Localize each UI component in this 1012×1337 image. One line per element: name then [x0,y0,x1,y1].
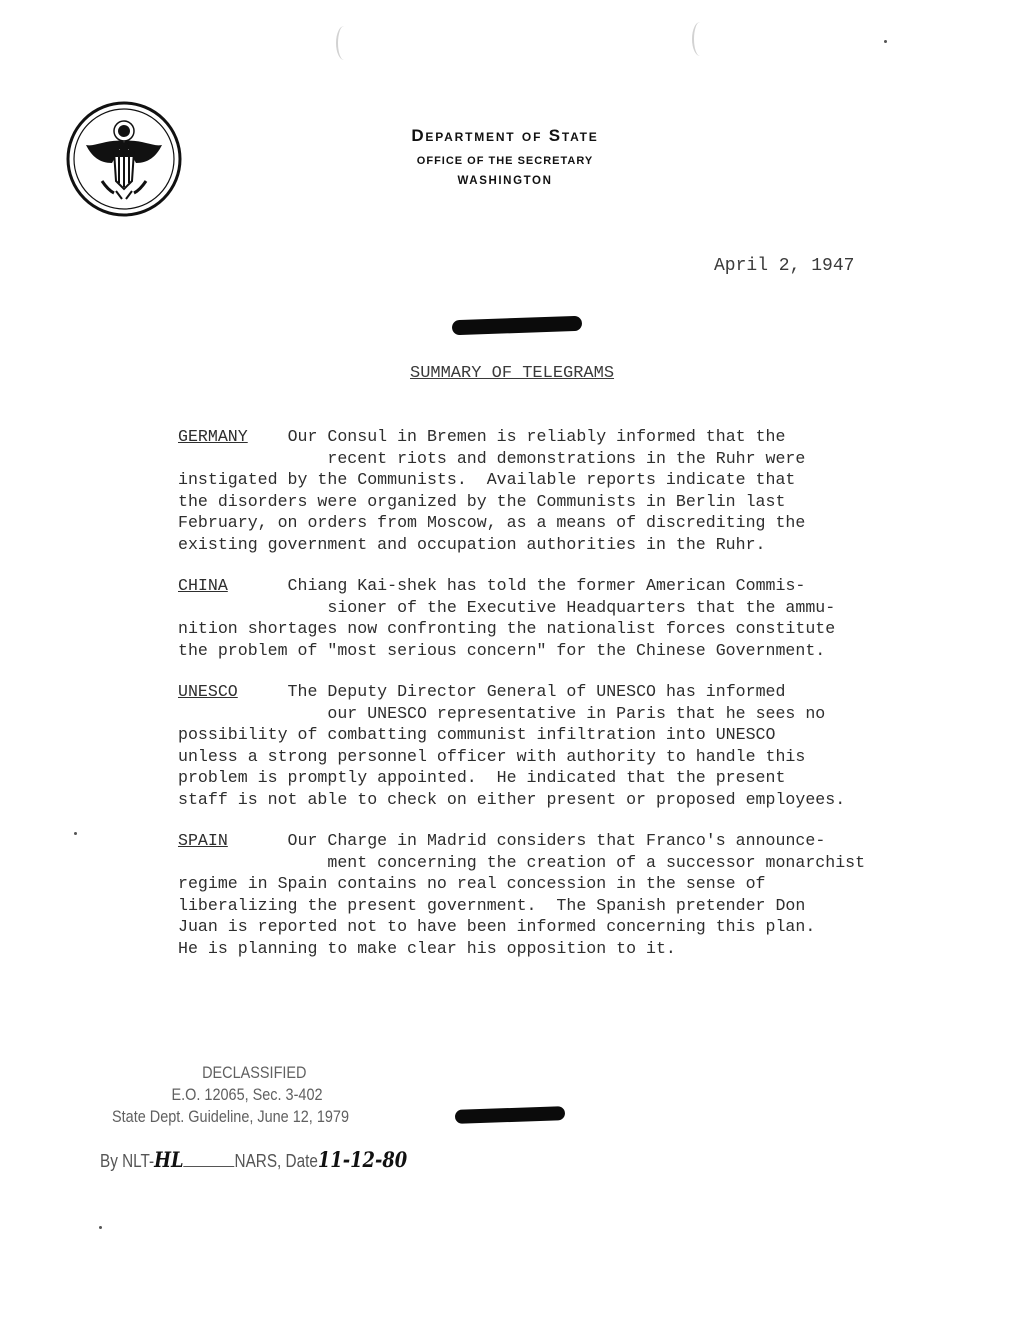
scan-speck [99,1226,102,1229]
executive-order-line: E.O. 12065, Sec. 3-402 [171,1085,323,1104]
section-heading: CHINA [178,576,228,595]
classification-redaction-top [452,316,582,336]
office-name: OFFICE OF THE SECRETARY [416,155,594,167]
document-date: April 2, 1947 [714,256,855,276]
declassification-date: 11-12-80 [317,1147,408,1172]
declassified-label: DECLASSIFIED [202,1063,307,1082]
letterhead [350,126,660,187]
guideline-line: State Dept. Guideline, June 12, 1979 [112,1107,349,1126]
scan-speck [74,832,77,835]
section-unesco: UNESCO The Deputy Director General of UNESCO has informed our UNESCO representative in Paris that he sees no possibility of combatting communist infiltration into UNESCO unless a strong personnel officer with authority to handle this problem is promptly appointed. He indicated that the present staff is not able to check on either present or proposed employees. [178,682,846,809]
scan-speck [884,40,887,43]
section-heading: SPAIN [178,831,228,850]
section-heading: UNESCO [178,682,238,701]
declassification-stamp [112,1062,349,1128]
section-china: CHINA Chiang Kai-shek has told the former American Commis- sioner of the Executive Headquarters that the ammu- nition shortages now confronting the nationalist forces constitute the problem of "most serious concern" for the Chinese Government. [178,576,836,660]
section-heading: GERMANY [178,427,248,446]
reviewer-initials: HL [154,1147,184,1172]
department-name: Department of State [411,126,599,145]
scan-artifact [692,22,708,56]
declassification-authority: By NLT-HL NARS, Date11-12-80 [100,1147,408,1172]
classification-redaction-bottom [455,1106,565,1124]
section-spain: SPAIN Our Charge in Madrid considers that Franco's announce- ment concerning the creation of a successor monarchist regime in Spain contains no real concession in the sense of liberalizing the present government. The Spanish pretender Don Juan is reported not to have been informed concerning this plan. He is planning to make clear his opposition to it. [178,831,866,958]
state-department-seal-icon [66,101,182,217]
document-title: SUMMARY OF TELEGRAMS [410,364,615,383]
section-germany: GERMANY Our Consul in Bremen is reliably informed that the recent riots and demonstrations in the Ruhr were instigated by the Communists. Available reports indicate that the disorders were organized by the Communists in Berlin last February, on orders from Moscow, as a means of discrediting the existing government and occupation authorities in the Ruhr. [178,427,806,554]
scan-artifact [336,26,352,60]
city-name: WASHINGTON [457,175,553,187]
